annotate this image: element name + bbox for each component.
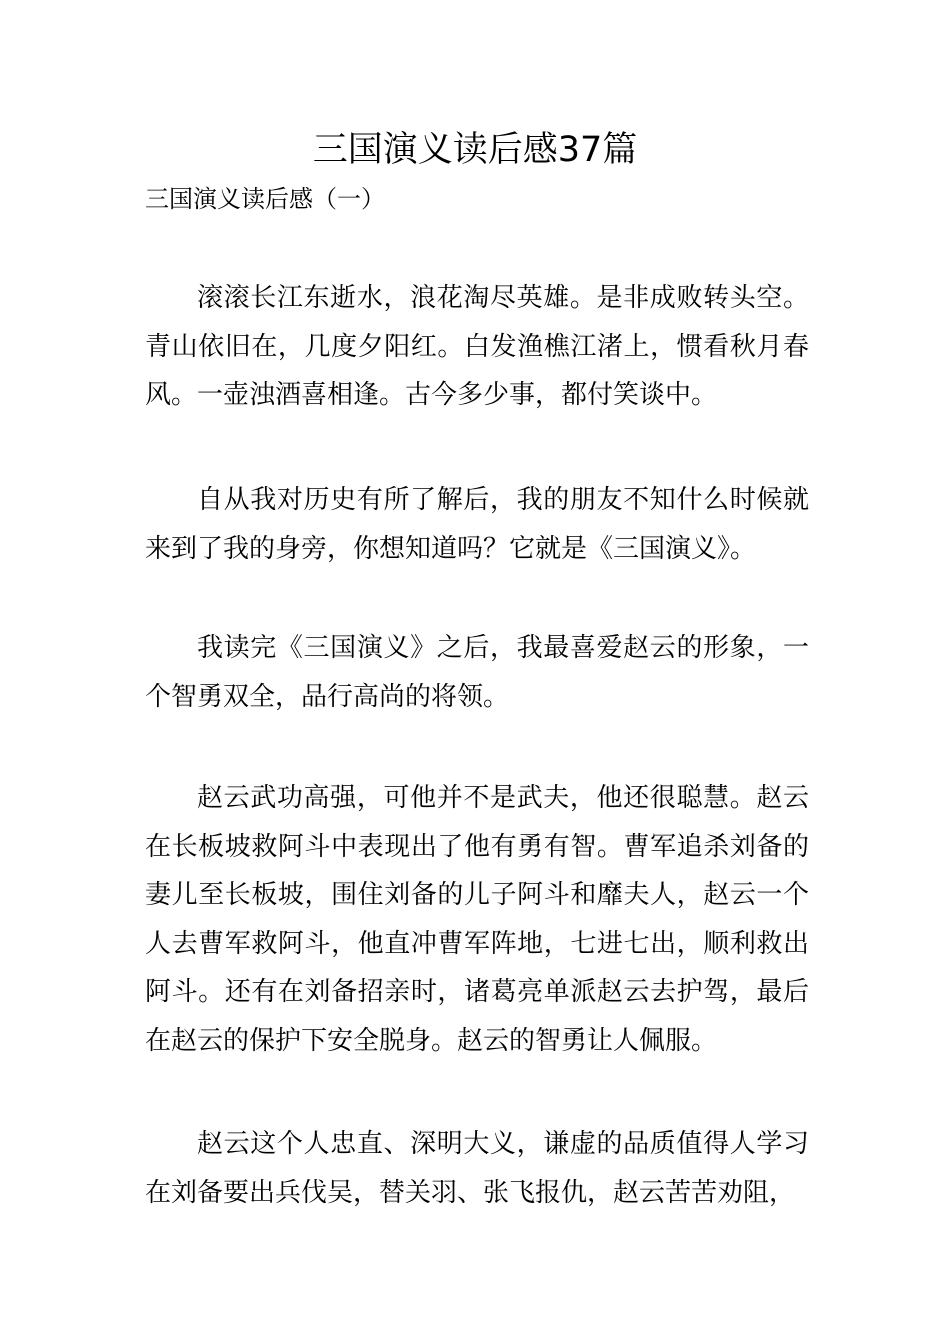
- paragraph: 我读完《三国演义》之后，我最喜爱赵云的形象，一个智勇双全，品行高尚的将领。: [145, 633, 809, 712]
- document-title: 三国演义读后感37篇: [312, 130, 638, 170]
- paragraph: 赵云这个人忠直、深明大义，谦虚的品质值得人学习在刘备要出兵伐吴，替关羽、张飞报仇，赵云苦苦劝阻，: [145, 1129, 809, 1208]
- section-heading: 三国演义读后感（一）: [145, 185, 385, 213]
- paragraph: 滚滚长江东逝水，浪花淘尽英雄。是非成败转头空。青山依旧在，几度夕阳红。白发渔樵江渚上，惯看秋月春风。一壶浊酒喜相逢。古今多少事，都付笑谈中。: [145, 283, 809, 410]
- paragraph: 赵云武功高强，可他并不是武夫，他还很聪慧。赵云在长板坡救阿斗中表现出了他有勇有智。曹军追杀刘备的妻儿至长板坡，围住刘备的儿子阿斗和靡夫人，赵云一个人去曹军救阿斗，他直冲曹军阵地，七进七出，顺利救出阿斗。还有在刘备招亲时，诸葛亮单派赵云去护驾，最后在赵云的保护下安全脱身。赵云的智勇让人佩服。: [145, 783, 809, 1056]
- paragraph: 自从我对历史有所了解后，我的朋友不知什么时候就来到了我的身旁，你想知道吗？它就是《三国演义》。: [145, 485, 809, 564]
